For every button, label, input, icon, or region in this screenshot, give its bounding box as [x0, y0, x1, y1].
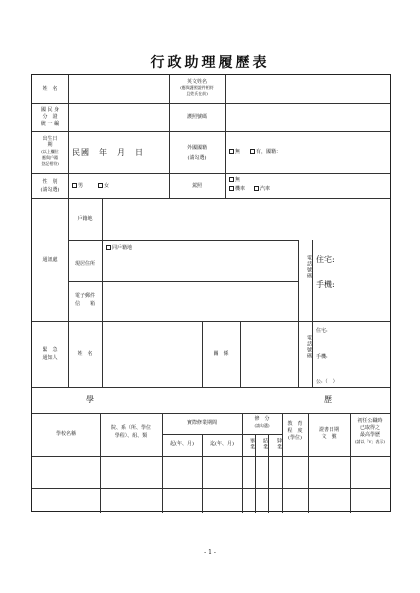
mobile-phone-label[interactable]: 手機:: [316, 280, 335, 289]
household-label: 戶籍地: [77, 216, 93, 222]
id-label-2: 分 證: [42, 114, 58, 120]
completed-header: 結業: [262, 438, 268, 450]
contact-label: 通訊處: [42, 257, 58, 263]
edu-level-header-2: 程 度: [287, 428, 303, 434]
education-header-left: 學: [86, 395, 94, 404]
checkbox-icon: [106, 245, 111, 250]
name-field[interactable]: [72, 83, 166, 97]
birth-note-1: (以上欄位: [41, 149, 59, 154]
emergency-phone-label: 電話號碼: [306, 335, 312, 359]
period-from-header: 起(年、月): [170, 441, 194, 447]
male-label: 男: [78, 183, 84, 189]
education-header-right: 歷: [324, 395, 332, 404]
name-label: 姓 名: [42, 86, 58, 92]
highest-header-3: 最高學歷: [359, 432, 380, 438]
email-label-1: 電子郵件: [74, 293, 95, 299]
english-name-label: 英文姓名: [186, 79, 207, 85]
edu-level-header-3: (學位): [288, 435, 302, 441]
emergency-mobile-label[interactable]: 手機:: [316, 354, 328, 360]
female-label: 女: [104, 183, 110, 189]
birth-label-1: 出生日: [42, 136, 58, 142]
emergency-label-1: 緊 急: [42, 347, 58, 353]
same-as-household-option[interactable]: [106, 245, 132, 251]
department-header-2: 學程）、組、類: [114, 433, 148, 439]
home-phone-label[interactable]: 住宅:: [316, 255, 335, 264]
checkbox-icon: [254, 186, 259, 191]
graduated-header: 畢業: [249, 438, 255, 450]
checkbox-icon: [98, 183, 103, 188]
status-header: 修 分: [254, 416, 270, 422]
checkbox-icon: [229, 186, 234, 191]
certificate-header-1: 證書日期: [318, 427, 339, 433]
highest-header-4: (請以「V」表示): [354, 439, 385, 444]
birth-label-2: 期: [47, 142, 53, 148]
dropped-header: 肄業: [276, 438, 282, 450]
license-label: 駕照: [191, 183, 202, 189]
emergency-office-label[interactable]: 公:（ ）: [316, 379, 338, 385]
foreign-none-option[interactable]: [229, 149, 240, 155]
certificate-header-2: 文 號: [321, 434, 337, 440]
license-car-label: 汽車: [260, 186, 271, 192]
highest-header-1: 初任公職時: [357, 418, 383, 424]
same-as-household-label: 同戶籍地: [112, 245, 133, 251]
id-label-1: 國 民 身: [40, 107, 60, 113]
education-row[interactable]: [32, 457, 390, 487]
foreign-has-option[interactable]: [250, 149, 281, 155]
checkbox-icon: [229, 177, 234, 182]
emergency-label-2: 通知人: [42, 355, 58, 361]
household-field[interactable]: [106, 205, 386, 235]
checkbox-icon: [229, 149, 234, 154]
emergency-name-label: 姓 名: [77, 351, 93, 357]
phone-label: 電話號碼: [306, 255, 312, 279]
birth-note-2: 應與戶籍: [42, 155, 58, 160]
id-label-3: 統 一 編: [40, 121, 60, 127]
male-option[interactable]: [72, 183, 83, 189]
school-name-header: 學校名稱: [55, 431, 76, 437]
gender-label: 性 別: [42, 179, 58, 185]
emergency-home-label[interactable]: 住宅:: [316, 328, 328, 334]
passport-label: 護照號碼: [186, 114, 207, 120]
period-header: 實際修業期間: [186, 420, 217, 426]
gender-note: (請勾選): [40, 187, 60, 193]
birth-date-field[interactable]: 民國 年 月 日: [72, 148, 144, 157]
checkbox-icon: [250, 149, 255, 154]
female-option[interactable]: [98, 183, 109, 189]
birth-note-3: 登記相符): [41, 161, 59, 166]
license-none-option[interactable]: [229, 177, 240, 183]
email-field[interactable]: [106, 287, 294, 315]
license-moto-label: 機車: [235, 186, 246, 192]
period-to-header: 迄(年、月): [210, 441, 234, 447]
relation-label: 關 係: [213, 351, 229, 357]
license-car-option[interactable]: [254, 186, 270, 192]
passport-field[interactable]: [228, 109, 386, 123]
foreign-none-label: 無: [235, 149, 241, 155]
english-name-note-2: 且姓氏在前): [186, 91, 208, 96]
status-note: (請勾選): [254, 423, 270, 428]
license-none-label: 無: [235, 177, 241, 183]
license-moto-option[interactable]: [229, 186, 245, 192]
residence-label: 現居住所: [74, 261, 95, 267]
english-name-note: (應與護照證件相符: [180, 85, 214, 90]
highest-header-2: 已取得之: [359, 425, 380, 431]
email-label-2: 信 箱: [74, 301, 95, 307]
relation-field[interactable]: [244, 343, 294, 363]
page-number: - 1 -: [204, 549, 216, 556]
edu-level-header-1: 教 育: [287, 421, 303, 427]
resume-form: [31, 74, 391, 512]
emergency-name-field[interactable]: [106, 343, 198, 363]
education-row[interactable]: [32, 489, 390, 511]
english-name-field[interactable]: [228, 83, 386, 97]
id-number-field[interactable]: [72, 109, 166, 123]
foreign-note: (請勾選): [187, 155, 207, 161]
foreign-has-label: 有，國籍：: [256, 149, 282, 155]
department-header-1: 院、系（所、學位: [110, 425, 151, 431]
checkbox-icon: [72, 183, 77, 188]
foreign-label: 外國國籍: [186, 145, 207, 151]
page-title: 行政助理履歷表: [150, 55, 270, 71]
